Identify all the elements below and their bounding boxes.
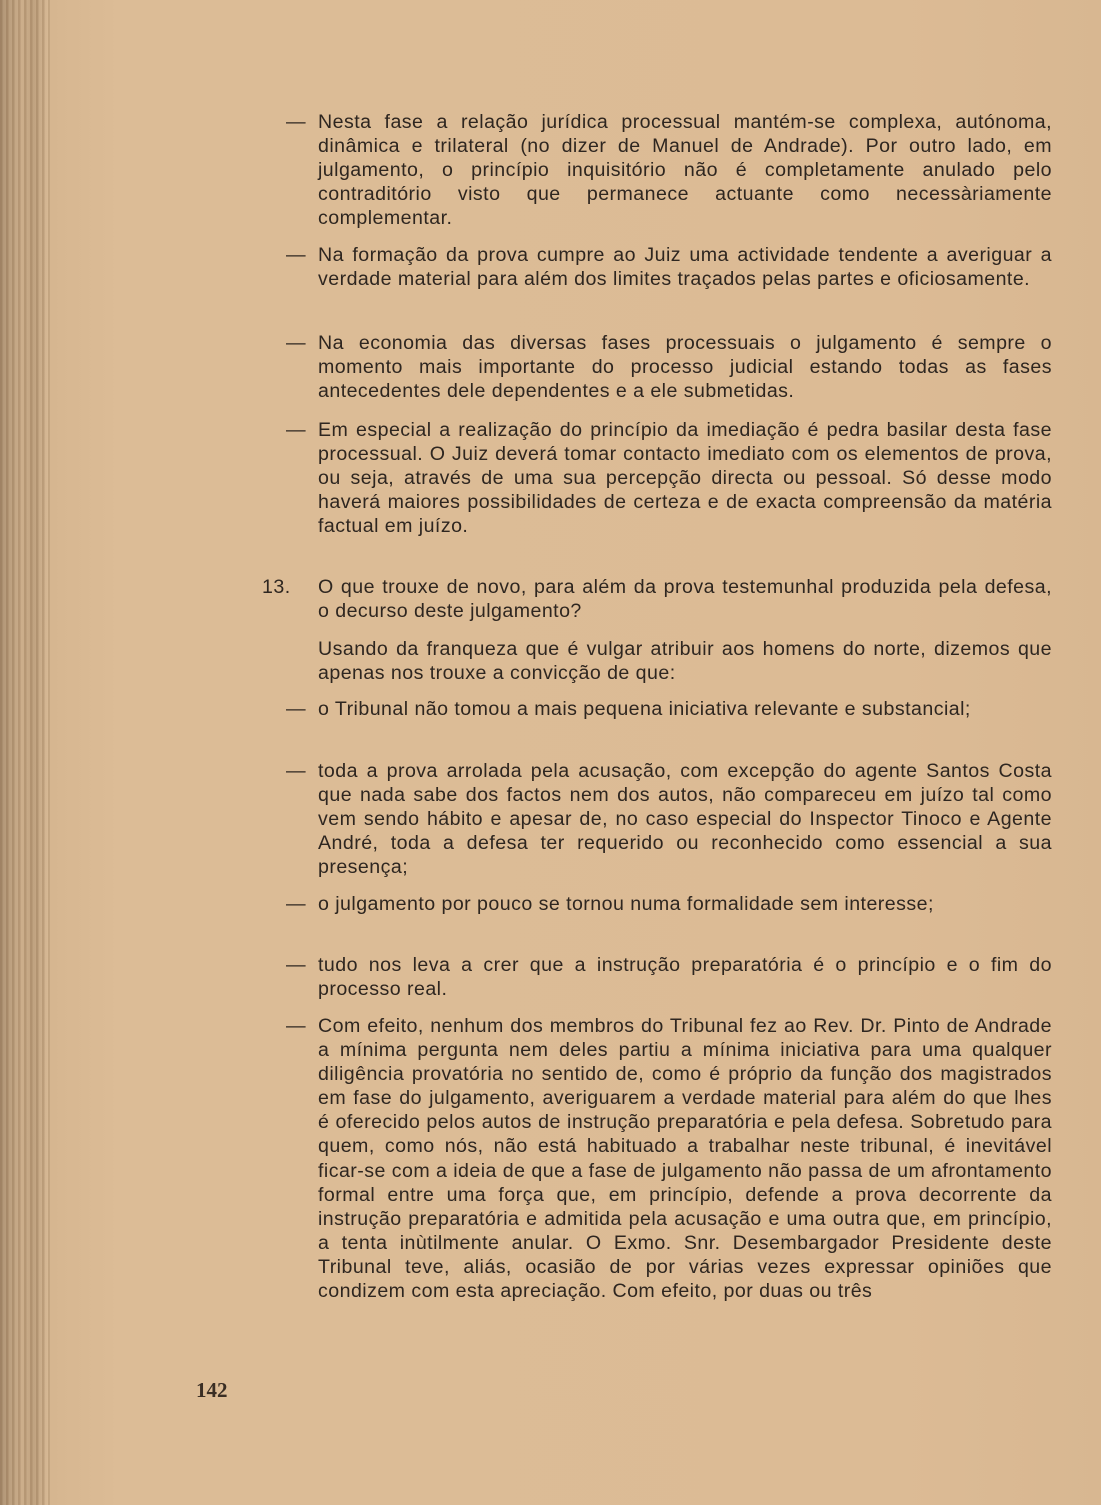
list-item-text: o julgamento por pouco se tornou numa formalidade sem interesse; [318,893,934,915]
list-item-text: tudo nos leva a crer que a instrução preparatória é o princípio e o fim do processo real. [318,954,1052,1001]
em-dash: — [286,954,307,976]
section-question: O que trouxe de novo, para além da prova testemunhal produzida pela defesa, o decurso deste julgamento? [318,576,1052,623]
em-dash: — [286,893,307,915]
paragraph-3 [286,331,1052,403]
paragraph-4 [286,418,1052,538]
section-intro: Usando da franqueza que é vulgar atribuir aos homens do norte, dizemos que apenas nos trouxe a convicção de que: [318,638,1052,685]
list-item-2 [286,759,1052,879]
list-item-4 [286,953,1052,1001]
paragraph-2 [286,243,1052,291]
em-dash: — [286,698,307,720]
paragraph-text: Na economia das diversas fases processuais o julgamento é sempre o momento mais importante do processo judicial estando todas as fases antecedentes dele dependentes e a ele submetidas. [318,332,1052,403]
paragraph-text: Nesta fase a relação jurídica processual mantém-se complexa, autónoma, dinâmica e trilateral (no dizer de Manuel de Andrade). Por outro lado, em julgamento, o princípio inquisitório não é completamente anulado pelo contraditório visto que permanece actuante como necessàriamente complementar. [318,111,1052,230]
paragraph-text: Em especial a realização do princípio da imediação é pedra basilar desta fase processual. O Juiz deverá tomar contacto imediato com os elementos de prova, ou seja, através de uma sua percepção directa ou pessoal. Só desse modo haverá maiores possibilidades de certeza e de exacta compreensão da matéria factual em juízo. [318,419,1052,538]
list-item-text: Com efeito, nenhum dos membros do Tribunal fez ao Rev. Dr. Pinto de Andrade a mínima pergunta nem deles partiu a mínima iniciativa para uma qualquer diligência provatória no sentido de, como é próprio da função dos magistrados em fase do julgamento, averiguarem a verdade material para além do que lhes é oferecido pelos autos de instrução preparatória e pela defesa. Sobretudo para quem, como nós, não está habituado a trabalhar neste tribunal, é inevitável ficar-se com a ideia de que a fase de julgamento não passa de um afrontamento formal entre uma força que, em princípio, defende a prova decorrente da instrução preparatória e admitida pela acusação e uma outra que, em princípio, a tenta inùtilmente anular. O Exmo. Snr. Desembargador Presidente deste Tribunal teve, aliás, ocasião de por várias vezes expressar opiniões que condizem com esta apreciação. Com efeito, por duas ou três [318,1015,1052,1303]
em-dash: — [286,1015,307,1037]
em-dash: — [286,760,307,782]
em-dash: — [286,332,307,354]
page-number: 142 [196,1378,228,1402]
list-item-3 [286,892,1052,916]
em-dash: — [286,419,307,441]
em-dash: — [286,244,307,266]
section-number: 13. [262,576,291,598]
paragraph-text: Na formação da prova cumpre ao Juiz uma actividade tendente a averiguar a verdade material para além dos limites traçados pelas partes e oficiosamente. [318,244,1052,291]
paragraph-1 [286,110,1052,230]
list-item-text: o Tribunal não tomou a mais pequena iniciativa relevante e substancial; [318,698,971,720]
list-item-1 [286,697,1052,721]
em-dash: — [286,111,307,133]
list-item-5 [286,1014,1052,1303]
list-item-text: toda a prova arrolada pela acusação, com excepção do agente Santos Costa que nada sabe dos factos nem dos autos, não compareceu em juízo tal como vem sendo hábito e apesar de, no caso especial do Inspector Tinoco e Agente André, toda a defesa ter requerido ou reconhecido como essencial a sua presença; [318,760,1052,879]
